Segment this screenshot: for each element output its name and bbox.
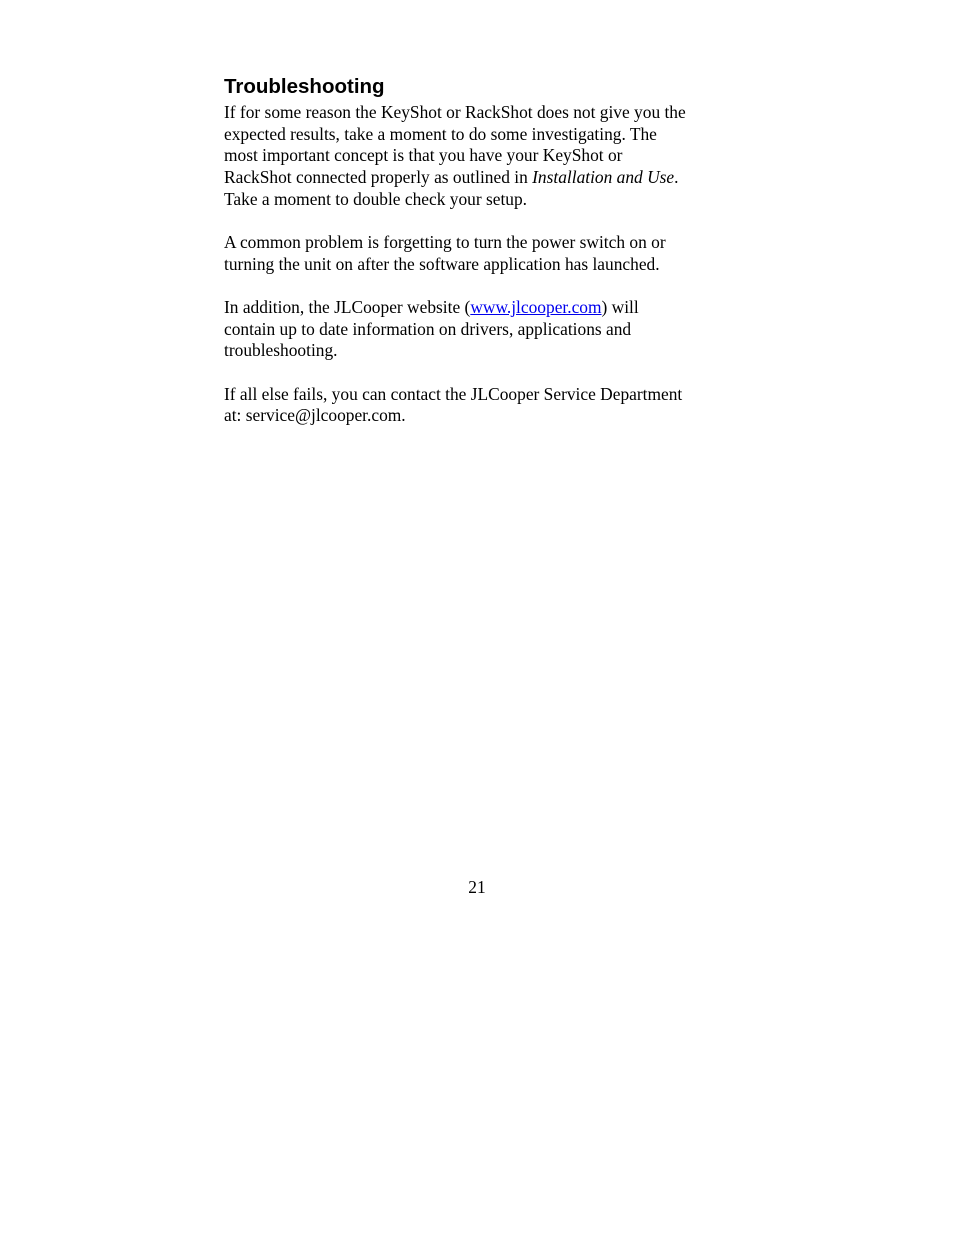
installation-and-use-reference: Installation and Use <box>532 167 675 188</box>
paragraph-website-line-3: troubleshooting. <box>224 340 338 361</box>
paragraph-service-contact-line-2: at: service@jlcooper.com. <box>224 405 406 426</box>
page-number: 21 <box>468 877 486 897</box>
paragraph-intro-line-2: expected results, take a moment to do some investigating. The <box>224 123 657 144</box>
paragraph-website-line-1 <box>224 297 734 319</box>
paragraph-common-problem-line-2: turning the unit on after the software application has launched. <box>224 253 660 274</box>
paragraph-common-problem <box>224 232 734 275</box>
paragraph-website-line-2: contain up to date information on drivers, applications and <box>224 318 632 339</box>
paragraph-common-problem-line-1: A common problem is forgetting to turn the power switch on or <box>224 232 666 253</box>
paragraph-website <box>224 297 734 362</box>
paragraph-service-contact <box>224 384 734 427</box>
paragraph-intro-line-3: most important concept is that you have your KeyShot or <box>224 145 623 166</box>
paragraph-intro-line-5: Take a moment to double check your setup. <box>224 188 528 209</box>
section-heading: Troubleshooting <box>224 75 385 98</box>
paragraph-website-line-1-text: In addition, the JLCooper website ( <box>224 296 471 317</box>
paragraph-intro-line-4-end: . <box>674 167 679 188</box>
paragraph-intro-line-1: If for some reason the KeyShot or RackShot does not give you the <box>224 102 686 122</box>
page-content <box>224 74 734 448</box>
jlcooper-website-link[interactable]: www.jlcooper.com <box>470 296 602 317</box>
paragraph-intro <box>224 102 734 211</box>
paragraph-intro-line-4-text: RackShot connected properly as outlined in <box>224 167 533 188</box>
paragraph-service-contact-line-1: If all else fails, you can contact the JLCooper Service Department <box>224 383 683 404</box>
paragraph-intro-line-4 <box>224 167 734 189</box>
paragraph-website-line-1-end: ) will <box>601 296 639 317</box>
